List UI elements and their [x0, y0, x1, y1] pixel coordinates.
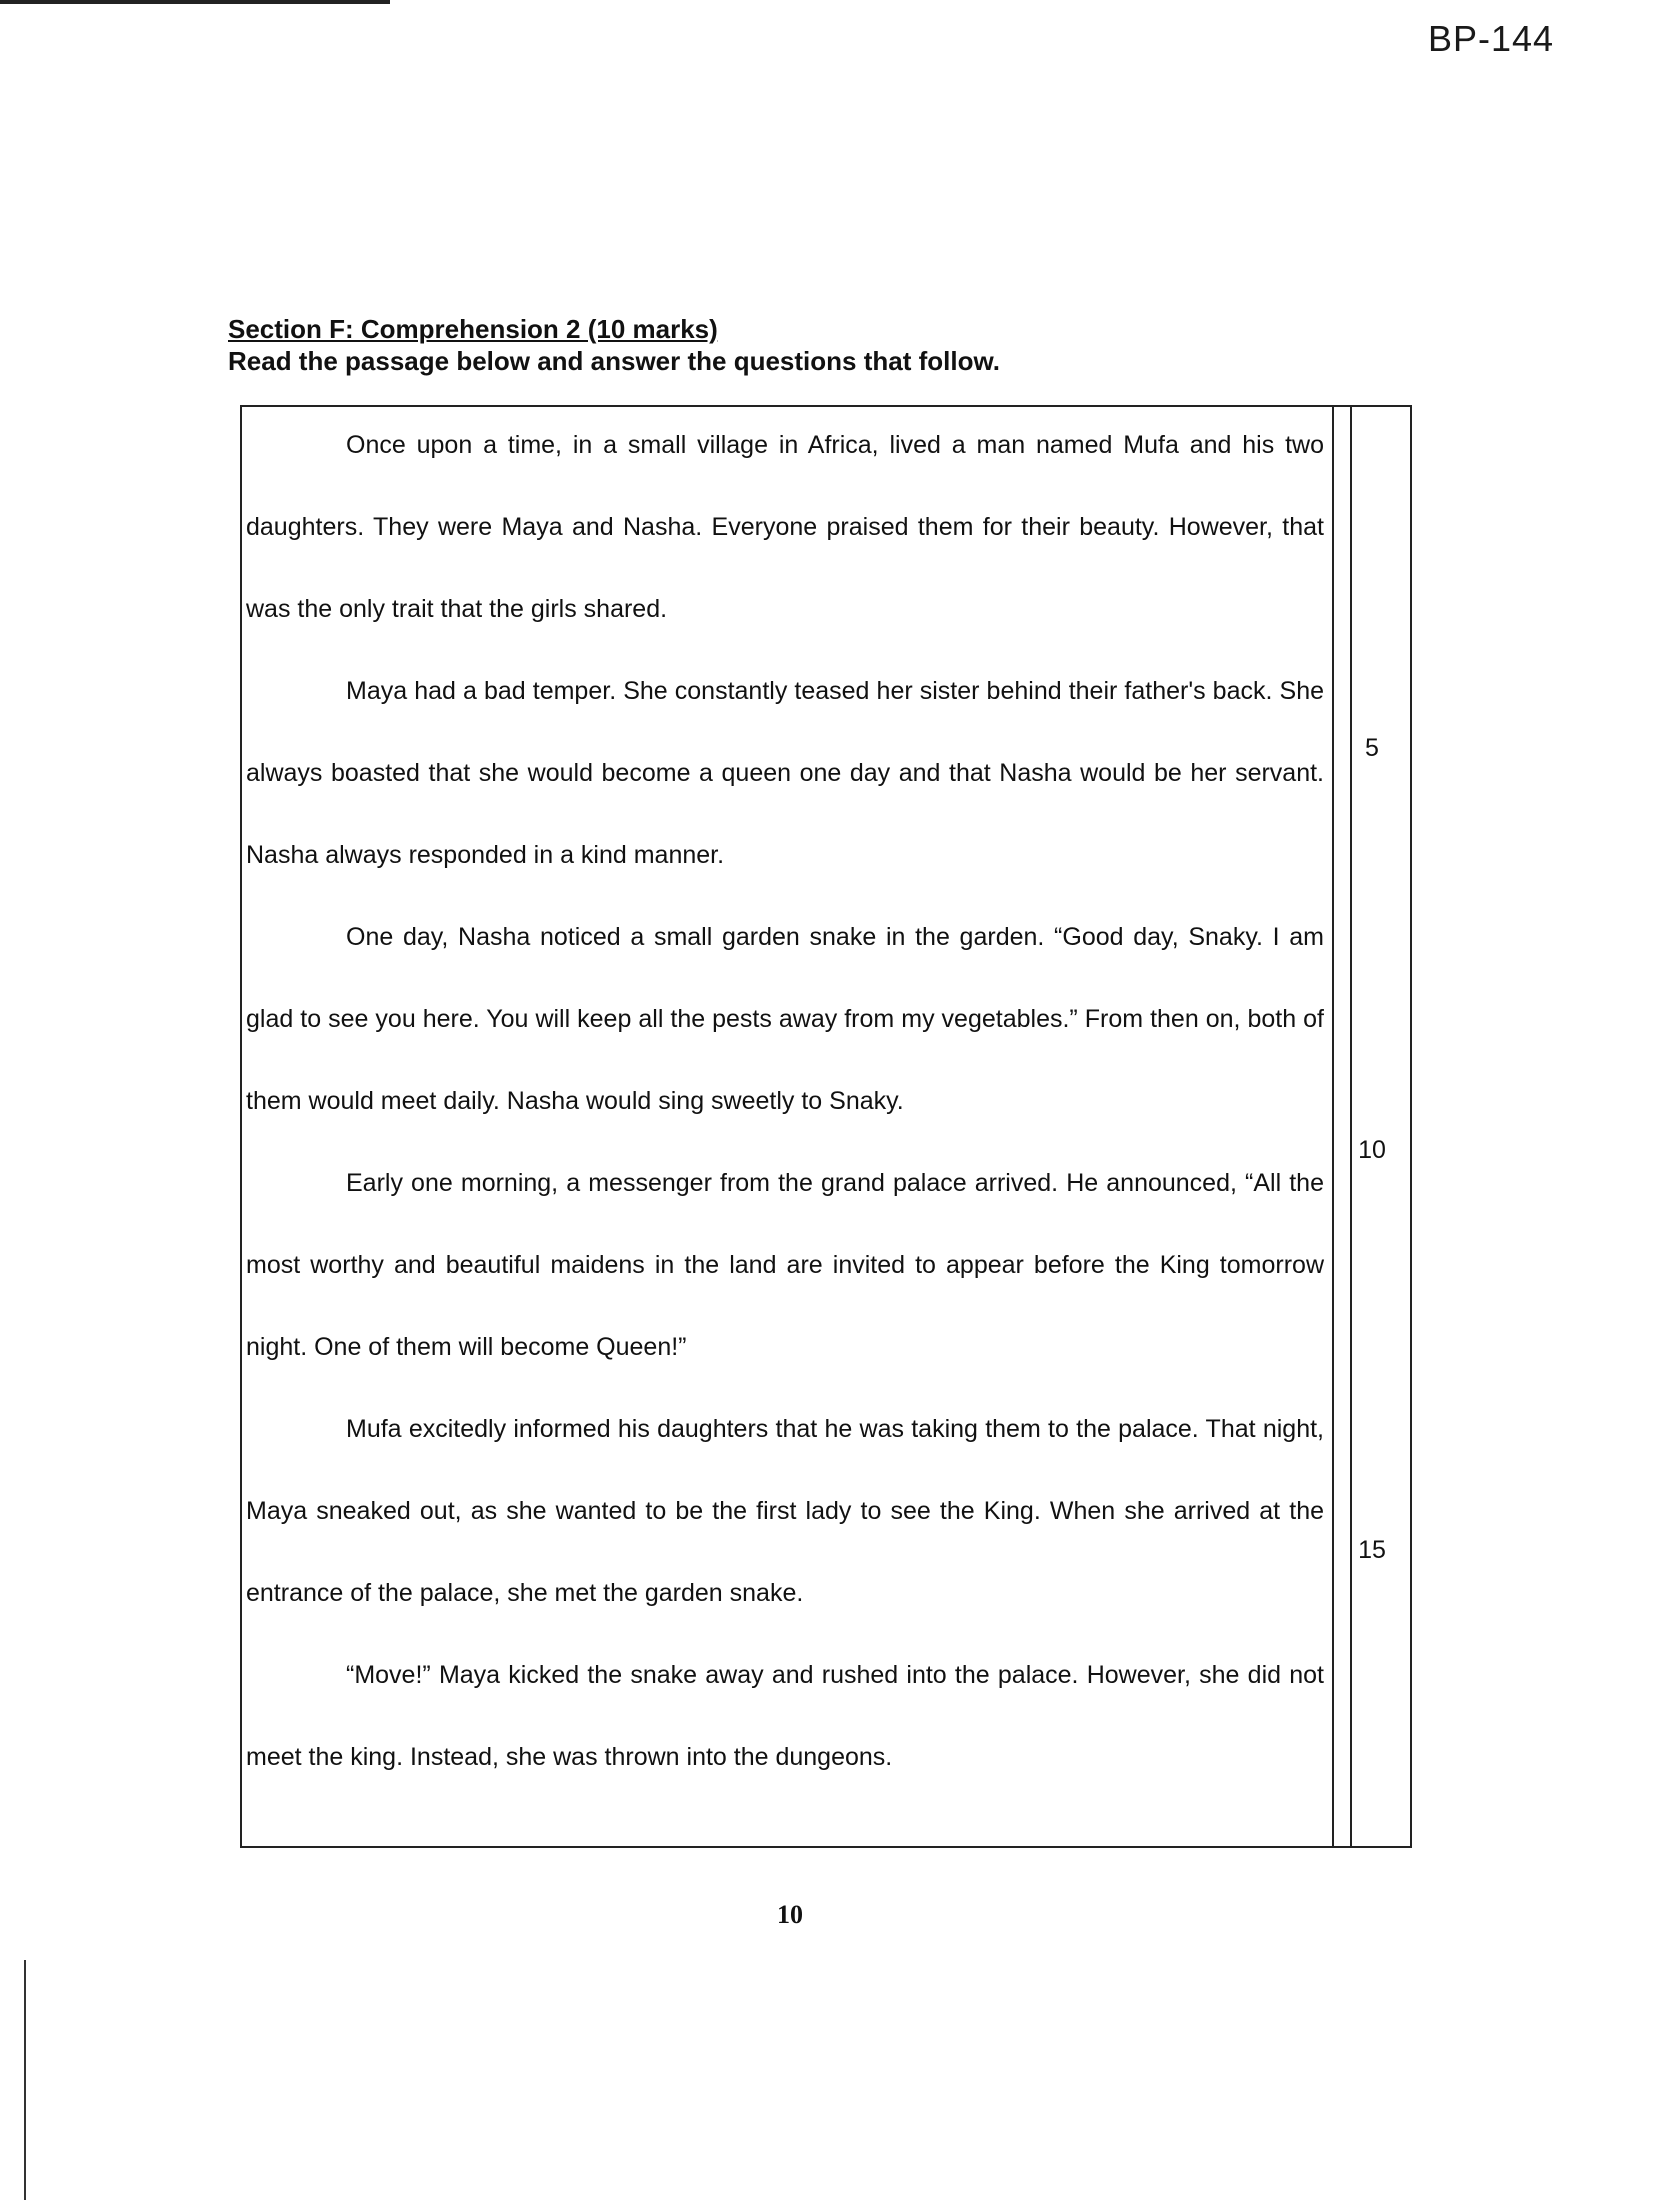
- line-number-15: 15: [1358, 1536, 1386, 1564]
- line-number-column: [1332, 405, 1412, 1848]
- page-number: 10: [777, 1900, 803, 1929]
- passage-text: [246, 404, 1324, 1798]
- paragraph-1: Once upon a time, in a small village in Africa, lived a man named Mufa and his two daughters. They were Maya and Nasha. Everyone praised them for their beauty. However, that was the only trait that the girls shared.: [246, 431, 1324, 623]
- instruction-text: Read the passage below and answer the questions that follow.: [228, 346, 1000, 376]
- top-edge-rule: [0, 0, 390, 4]
- paper-code: BP-144: [1428, 18, 1555, 59]
- paragraph-4: Early one morning, a messenger from the grand palace arrived. He announced, “All the most worthy and beautiful maidens in the land are invited to appear before the King tomorrow night. One of them will become Queen!”: [246, 1169, 1324, 1361]
- paragraph-5: Mufa excitedly informed his daughters that he was taking them to the palace. That night, Maya sneaked out, as she wanted to be the first lady to see the King. When she arrived at the entrance of the palace, she met the garden snake.: [246, 1415, 1324, 1607]
- section-title: Section F: Comprehension 2 (10 marks): [228, 314, 718, 344]
- line-number-5: 5: [1365, 734, 1379, 762]
- paragraph-6: “Move!” Maya kicked the snake away and rushed into the palace. However, she did not meet the king. Instead, she was thrown into the dungeons.: [246, 1661, 1324, 1771]
- paragraph-2: Maya had a bad temper. She constantly teased her sister behind their father's back. She always boasted that she would become a queen one day and that Nasha would be her servant. Nasha always responded in a kind manner.: [246, 677, 1324, 869]
- line-number-10: 10: [1358, 1136, 1386, 1164]
- paragraph-3: One day, Nasha noticed a small garden snake in the garden. “Good day, Snaky. I am glad to see you here. You will keep all the pests away from my vegetables.” From then on, both of them would meet daily. Nasha would sing sweetly to Snaky.: [246, 923, 1324, 1115]
- scan-margin-line: [24, 1960, 26, 2200]
